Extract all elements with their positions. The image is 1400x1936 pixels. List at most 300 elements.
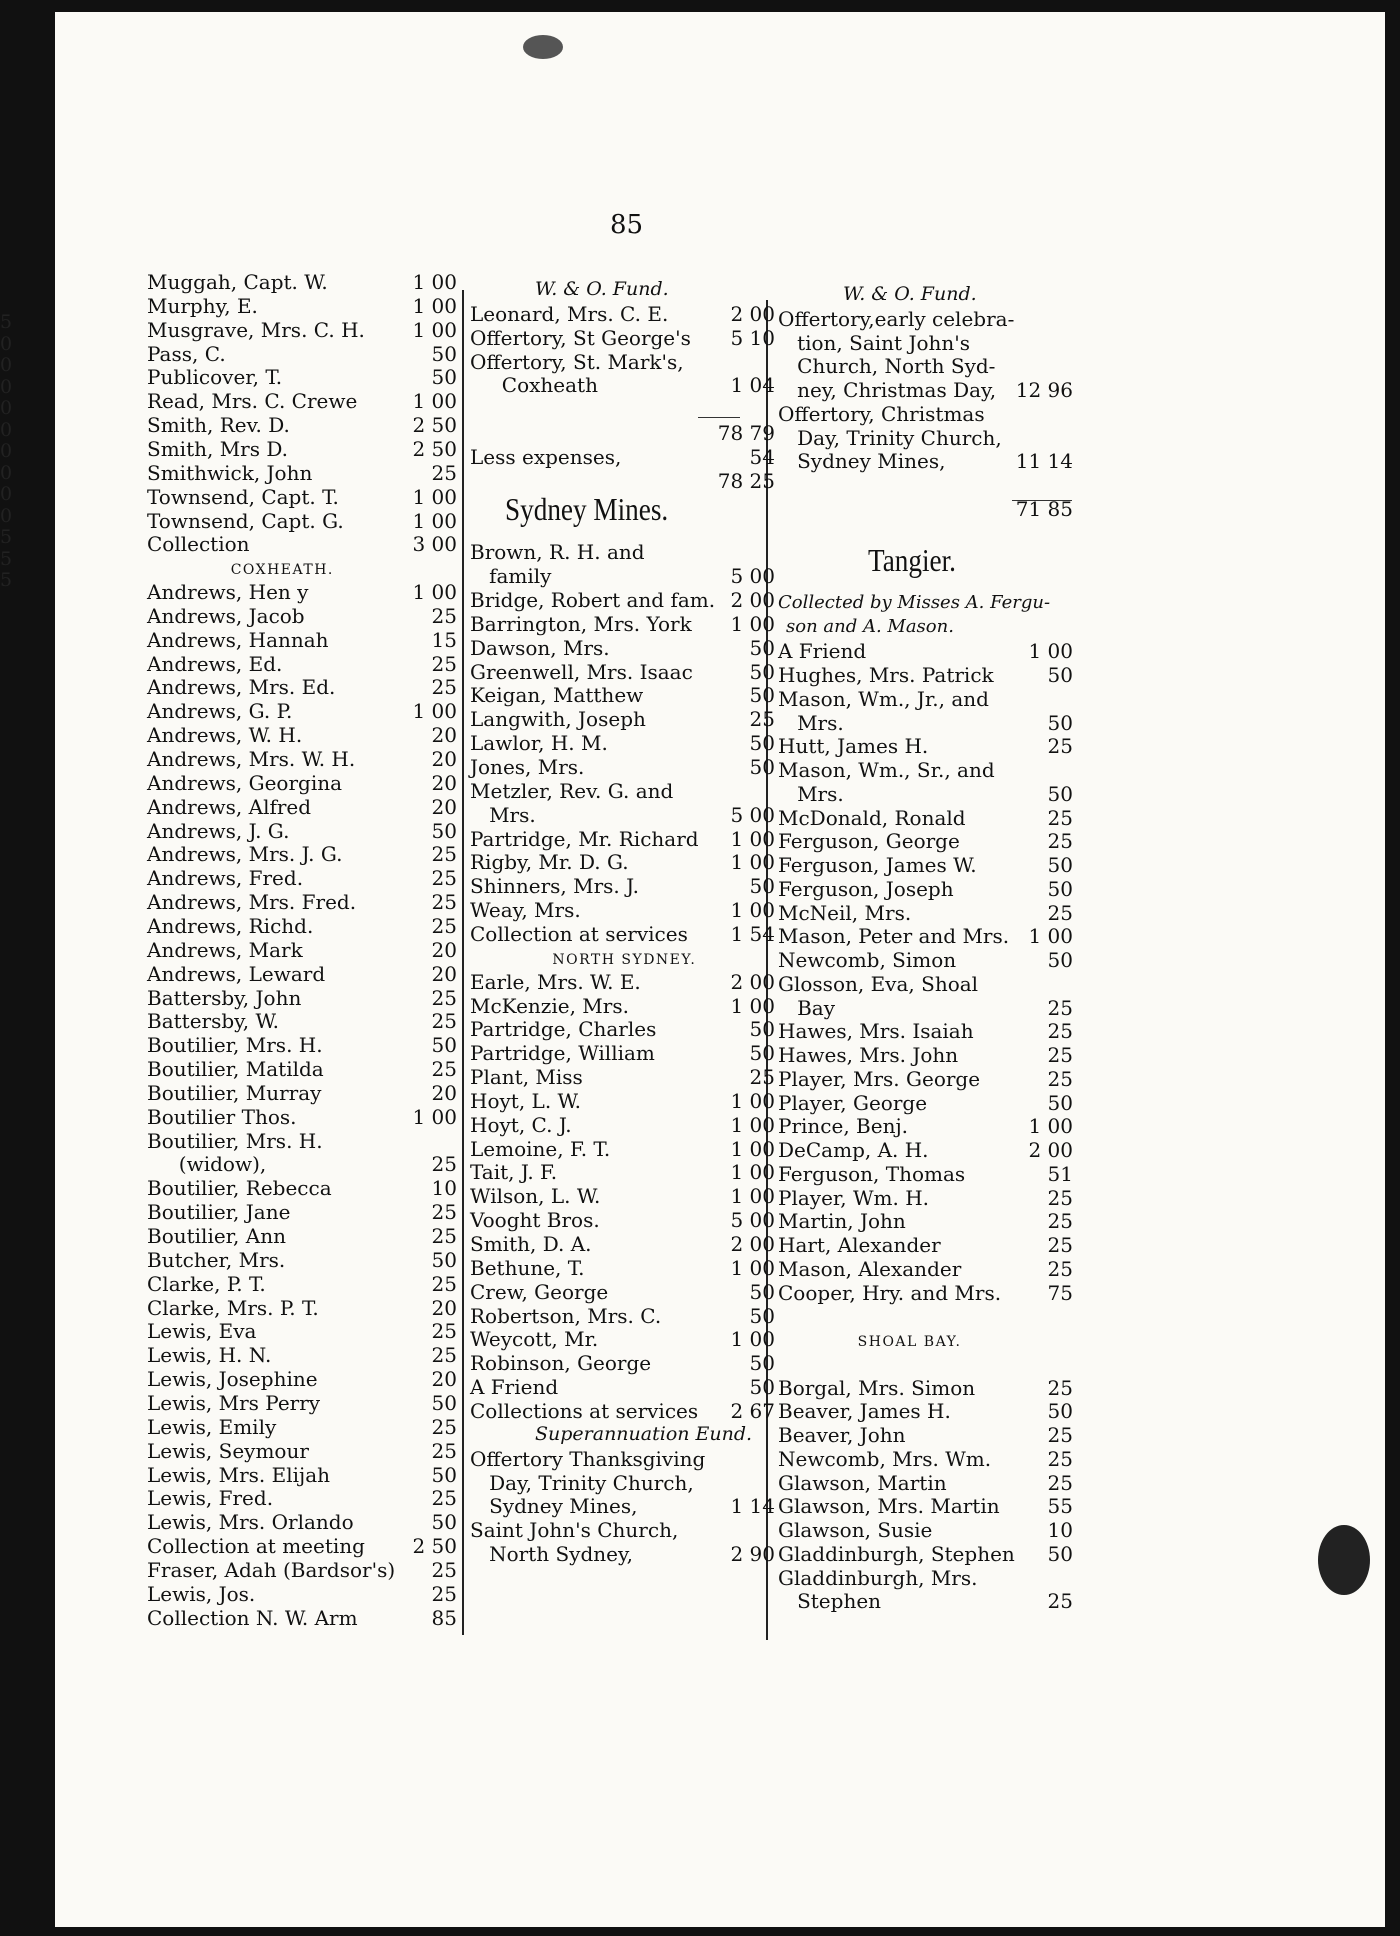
entry-name: Collections at services [470,1399,699,1423]
entry-amount: 25 [1047,1233,1073,1257]
ledger-entry [778,1257,1073,1281]
entry-amount: 2 00 [730,302,775,326]
entry-name: Hutt, James H. [778,734,929,758]
entry-amount: 50 [749,1375,775,1399]
entry-name: Borgal, Mrs. Simon [778,1376,976,1400]
entry-amount: 25 [431,1415,457,1439]
entry-name: Glawson, Mrs. Martin [778,1494,1000,1518]
entry-amount: 25 [1047,1019,1073,1043]
entry-name: Partridge, Mr. Richard [470,827,699,851]
ledger-entry [778,924,1073,948]
entry-amount: 25 [431,986,457,1010]
col3-ledger [778,283,1073,1683]
entry-amount: 2 90 [730,1542,775,1566]
entry-name: McNeil, Mrs. [778,901,912,925]
entry-amount: 1 54 [730,922,775,946]
entry-name: Battersby, W. [147,1009,279,1033]
ledger-entry [470,731,775,755]
entry-name: Offertory Thanksgiving [470,1447,706,1471]
ledger-entry [470,588,775,612]
ledger-entry [778,806,1073,830]
entry-name: Hawes, Mrs. John [778,1043,959,1067]
ledger-entry [147,1534,457,1558]
entry-name: Smith, Mrs D. [147,437,289,461]
entry-name: ney, Christmas Day, [778,378,997,402]
entry-name: Pass, C. [147,342,226,366]
entry-name: Butcher, Mrs. [147,1248,286,1272]
section-heading: COXHEATH. [230,562,334,578]
ledger-entry [147,365,457,389]
ledger-entry [778,711,1073,735]
ledger-entry [470,1256,775,1280]
entry-amount: 25 [431,1200,457,1224]
entry-amount: 25 [431,866,457,890]
ledger-entry [778,354,1073,378]
entry-amount: 50 [431,1510,457,1534]
entry-amount: 25 [1047,1589,1073,1613]
entry-amount: 50 [749,660,775,684]
entry-amount: 25 [1047,1186,1073,1210]
entry-name: Crew, George [470,1280,609,1304]
entry-name: DeCamp, A. H. [778,1138,929,1162]
entry-name: Jones, Mrs. [470,755,585,779]
entry-amount: 25 [749,1065,775,1089]
entry-name: Lewis, Eva [147,1319,257,1343]
entry-name: Lewis, Mrs. Orlando [147,1510,354,1534]
entry-name: Saint John's Church, [470,1518,679,1542]
entry-name: Ferguson, James W. [778,853,977,877]
entry-amount: 85 [431,1606,457,1630]
entry-name: Boutilier, Rebecca [147,1176,332,1200]
ledger-entry [778,449,1073,473]
entry-amount: 12 96 [1015,378,1073,402]
entry-amount: 25 [1047,1376,1073,1400]
entry-amount: 1 00 [1028,1114,1073,1138]
entry-name: Offertory,early celebra- [778,307,1015,331]
ledger-entry [778,1186,1073,1210]
entry-name: Earle, Mrs. W. E. [470,970,641,994]
entry-name: Hoyt, C. J. [470,1113,572,1137]
ledger-entry [147,1486,457,1510]
place-heading: Sydney Mines. [505,491,669,527]
entry-name: Collection at meeting [147,1534,365,1558]
entry-name: Brown, R. H. and [470,540,645,564]
col2-ledger [470,278,775,1678]
entry-amount: 2 67 [730,1399,775,1423]
entry-name: Offertory, St. Mark's, [470,350,684,374]
ledger-entry [147,914,457,938]
ledger-entry [778,378,1073,402]
ledger-entry [778,1209,1073,1233]
entry-amount: 25 [1047,829,1073,853]
entry-amount: 50 [749,1017,775,1041]
entry-amount: 2 00 [730,970,775,994]
entry-amount: 50 [431,1463,457,1487]
ledger-entry [147,986,457,1010]
ledger-entry [470,1280,775,1304]
entry-name: Smith, Rev. D. [147,413,290,437]
entry-amount: 50 [1047,711,1073,735]
entry-amount: 50 [431,1033,457,1057]
entry-amount: 25 [431,890,457,914]
entry-amount: 1 00 [412,1105,457,1129]
ledger-entry [470,707,775,731]
entry-amount: 25 [1047,806,1073,830]
entry-amount: 25 [749,707,775,731]
ledger-entry [147,1367,457,1391]
entry-name: North Sydney, [470,1542,633,1566]
entry-name: Glosson, Eva, Shoal [778,972,979,996]
entry-name: Collection N. W. Arm [147,1606,358,1630]
entry-amount: 3 00 [412,532,457,556]
ledger-entry [147,1009,457,1033]
entry-name: Coxheath [470,373,598,397]
ledger-entry [147,723,457,747]
entry-name: Day, Trinity Church, [778,426,1002,450]
ledger-entry [778,1518,1073,1542]
entry-amount: 25 [431,1319,457,1343]
ledger-entry [147,1057,457,1081]
entry-name: Andrews, W. H. [147,723,303,747]
entry-name: Beaver, James H. [778,1399,951,1423]
entry-amount: 54 [749,445,775,469]
entry-amount: 1 14 [730,1494,775,1518]
entry-amount: 25 [1047,734,1073,758]
entry-name: McDonald, Ronald [778,806,966,830]
entry-amount: 20 [431,795,457,819]
ledger-entry [470,636,775,660]
section-heading: SHOAL BAY. [857,1334,962,1350]
ledger-entry [470,1471,775,1495]
entry-name: Smith, D. A. [470,1232,592,1256]
entry-amount: 1 00 [730,850,775,874]
ledger-entry [778,734,1073,758]
ledger-entry [470,1184,775,1208]
entry-name: Boutilier Thos. [147,1105,297,1129]
entry-amount: 75 [1047,1281,1073,1305]
entry-name: Gladdinburgh, Stephen [778,1542,1015,1566]
ledger-entry [470,1208,775,1232]
ledger-entry [778,426,1073,450]
ledger-entry [147,532,457,556]
ledger-entry [147,1081,457,1105]
entry-name: Player, Mrs. George [778,1067,981,1091]
left-margin-marks: 5 0 0 0 0 0 0 0 0 0 5 5 5 [0,311,13,591]
entry-name: Collection [147,532,250,556]
ledger-entry [470,827,775,851]
entry-name: Ferguson, George [778,829,960,853]
entry-name: Rigby, Mr. D. G. [470,850,629,874]
entry-amount: 25 [1047,1257,1073,1281]
entry-name: Newcomb, Mrs. Wm. [778,1447,992,1471]
ledger-entry [147,1272,457,1296]
entry-amount: 1 00 [1028,639,1073,663]
entry-amount: 25 [1047,1043,1073,1067]
entry-name: Townsend, Capt. G. [147,509,344,533]
ledger-entry [147,1558,457,1582]
entry-name: Vooght Bros. [470,1208,600,1232]
ledger-entry [778,758,1073,782]
entry-name: Robinson, George [470,1351,652,1375]
entry-amount: 20 [431,1081,457,1105]
entry-amount: 25 [431,1439,457,1463]
entry-amount: 50 [749,636,775,660]
ledger-entry [147,318,457,342]
ledger-entry [470,1518,775,1542]
entry-name: Glawson, Susie [778,1518,933,1542]
ledger-entry [778,687,1073,711]
ledger-entry [147,509,457,533]
ledger-entry [147,1129,457,1153]
entry-name: Newcomb, Simon [778,948,957,972]
entry-amount: 25 [1047,901,1073,925]
entry-name: Andrews, Mrs. Fred. [147,890,357,914]
ledger-entry [147,795,457,819]
entry-name: Day, Trinity Church, [470,1471,694,1495]
ledger-entry [778,663,1073,687]
fund-heading: W. & O. Fund. [843,283,977,305]
entry-amount: 5 10 [730,326,775,350]
entry-name: Lewis, Mrs. Elijah [147,1463,331,1487]
entry-name: Musgrave, Mrs. C. H. [147,318,365,342]
entry-name: Andrews, Mark [147,938,303,962]
ledger-entry [470,302,775,326]
ledger-entry [470,850,775,874]
entry-name: Lewis, H. N. [147,1343,272,1367]
entry-name: Partridge, Charles [470,1017,657,1041]
entry-name: Weycott, Mr. [470,1327,599,1351]
entry-name: A Friend [778,639,867,663]
ledger-entry [147,1296,457,1320]
ledger-entry [470,1160,775,1184]
ledger-entry [147,699,457,723]
entry-amount: 50 [749,1280,775,1304]
column-rule [462,290,464,1635]
entry-name: Ferguson, Joseph [778,877,954,901]
ledger-entry [470,1017,775,1041]
entry-amount: 25 [431,461,457,485]
entry-name: Hart, Alexander [778,1233,941,1257]
entry-name: Robertson, Mrs. C. [470,1304,662,1328]
entry-amount: 25 [431,604,457,628]
entry-name: Boutilier, Murray [147,1081,322,1105]
entry-amount: 25 [431,1343,457,1367]
entry-name: Townsend, Capt. T. [147,485,339,509]
ledger-entry [778,1542,1073,1566]
ledger-entry [778,402,1073,426]
entry-amount: 1 00 [730,612,775,636]
entry-amount: 25 [431,1558,457,1582]
entry-amount: 25 [431,1582,457,1606]
entry-amount: 1 00 [412,294,457,318]
ledger-entry [470,683,775,707]
ledger-entry [778,1471,1073,1495]
ledger-entry [470,350,775,374]
entry-amount: 50 [1047,948,1073,972]
ledger-entry [147,1463,457,1487]
entry-amount: 1 00 [730,1160,775,1184]
entry-name: Andrews, Fred. [147,866,304,890]
ledger-entry [147,1510,457,1534]
ledger-entry [470,469,775,493]
entry-amount: 25 [1047,1067,1073,1091]
ledger-entry [470,612,775,636]
ledger-entry [778,1114,1073,1138]
entry-amount: 1 00 [730,1256,775,1280]
entry-name: Battersby, John [147,986,302,1010]
ledger-entry [470,779,775,803]
entry-name: Plant, Miss [470,1065,583,1089]
entry-name: Ferguson, Thomas [778,1162,966,1186]
entry-name: Andrews, Mrs. W. H. [147,747,356,771]
entry-amount: 25 [431,1009,457,1033]
entry-name: tion, Saint John's [778,331,971,355]
entry-amount: 50 [749,874,775,898]
ledger-entry [470,898,775,922]
entry-name: Lewis, Fred. [147,1486,274,1510]
entry-name: Stephen [778,1589,882,1613]
ledger-entry [147,1606,457,1630]
ledger-entry [470,445,775,469]
entry-name: Wilson, L. W. [470,1184,601,1208]
entry-amount: 20 [431,938,457,962]
ledger-entry [778,1589,1073,1613]
fund-heading: Collected by Misses A. Fergu- [778,592,1051,613]
entry-amount: 1 04 [730,373,775,397]
ledger-entry [470,1327,775,1351]
entry-name: A Friend [470,1375,559,1399]
ledger-entry [147,461,457,485]
entry-name: Hoyt, L. W. [470,1089,581,1113]
entry-name: Smithwick, John [147,461,313,485]
entry-amount: 50 [431,342,457,366]
entry-name: Langwith, Joseph [470,707,646,731]
entry-name: Metzler, Rev. G. and [470,779,674,803]
entry-amount: 20 [431,1367,457,1391]
ledger-entry [470,1232,775,1256]
entry-name: Andrews, Georgina [147,771,343,795]
ledger-entry [470,326,775,350]
entry-name: Publicover, T. [147,365,283,389]
entry-name: Prince, Benj. [778,1114,909,1138]
entry-amount: 50 [749,1041,775,1065]
entry-amount: 1 00 [730,898,775,922]
ledger-entry [778,1043,1073,1067]
entry-name: Boutilier, Jane [147,1200,291,1224]
ledger-entry [147,628,457,652]
entry-amount: 25 [1047,1423,1073,1447]
ledger-entry [147,270,457,294]
ledger-entry [778,901,1073,925]
ledger-entry [778,307,1073,331]
entry-name: Church, North Syd- [778,354,996,378]
ledger-entry [470,564,775,588]
entry-name: Muggah, Capt. W. [147,270,328,294]
entry-amount: 25 [431,914,457,938]
ledger-entry [778,1399,1073,1423]
entry-amount: 1 00 [412,389,457,413]
ledger-entry [778,497,1073,521]
entry-amount: 1 00 [412,318,457,342]
entry-name: Hughes, Mrs. Patrick [778,663,994,687]
ledger-entry [470,755,775,779]
entry-amount: 5 00 [730,564,775,588]
entry-amount: 20 [431,747,457,771]
entry-amount: 25 [431,1272,457,1296]
fund-heading: son and A. Mason. [786,616,954,637]
ledger-entry [147,485,457,509]
ledger-entry [470,1041,775,1065]
ledger-entry [470,1494,775,1518]
entry-amount: 51 [1047,1162,1073,1186]
entry-name: Andrews, Mrs. J. G. [147,842,343,866]
entry-amount: 25 [1047,1209,1073,1233]
fund-heading: W. & O. Fund. [535,278,669,300]
entry-amount: 50 [431,1391,457,1415]
entry-amount: 50 [749,755,775,779]
entry-name: Mason, Wm., Jr., and [778,687,989,711]
entry-name: Lawlor, H. M. [470,731,608,755]
ledger-entry [147,1582,457,1606]
ledger-entry [778,877,1073,901]
entry-name: Murphy, E. [147,294,258,318]
ledger-entry [470,373,775,397]
entry-name: Weay, Mrs. [470,898,581,922]
entry-amount: 50 [749,683,775,707]
entry-amount: 2 50 [412,413,457,437]
entry-name: Mrs. [778,711,844,735]
ledger-entry [147,771,457,795]
ledger-entry [470,874,775,898]
entry-amount: 25 [431,1152,457,1176]
entry-amount: 50 [1047,1399,1073,1423]
entry-amount: 50 [749,1304,775,1328]
entry-name: Andrews, Alfred [147,795,312,819]
ledger-entry [147,294,457,318]
ledger-entry [147,1152,457,1176]
entry-amount: 78 25 [717,469,775,493]
col1-ledger [147,270,457,1670]
entry-amount: 1 00 [412,509,457,533]
entry-name: Mason, Wm., Sr., and [778,758,995,782]
ledger-entry [147,1391,457,1415]
entry-amount: 25 [431,1486,457,1510]
entry-name: Bridge, Robert and fam. [470,588,716,612]
entry-name: Mrs. [470,803,536,827]
fund-heading: Superannuation Eund. [535,1423,753,1445]
entry-name: Less expenses, [470,445,622,469]
entry-amount: 50 [1047,877,1073,901]
entry-amount: 2 50 [412,1534,457,1558]
entry-name: Andrews, G. P. [147,699,293,723]
entry-name: Clarke, P. T. [147,1272,266,1296]
entry-name: Read, Mrs. C. Crewe [147,389,358,413]
entry-name: Hawes, Mrs. Isaiah [778,1019,974,1043]
ink-blot [523,35,563,59]
entry-name: Player, George [778,1091,928,1115]
entry-amount: 1 00 [730,1137,775,1161]
entry-amount: 50 [749,1351,775,1375]
entry-name: Andrews, Hannah [147,628,329,652]
ledger-entry [470,1304,775,1328]
ledger-entry [778,829,1073,853]
ledger-entry [470,1375,775,1399]
ledger-entry [778,1162,1073,1186]
entry-name: Clarke, Mrs. P. T. [147,1296,319,1320]
entry-name: Lewis, Seymour [147,1439,309,1463]
ledger-entry [147,1343,457,1367]
entry-name: Glawson, Martin [778,1471,947,1495]
